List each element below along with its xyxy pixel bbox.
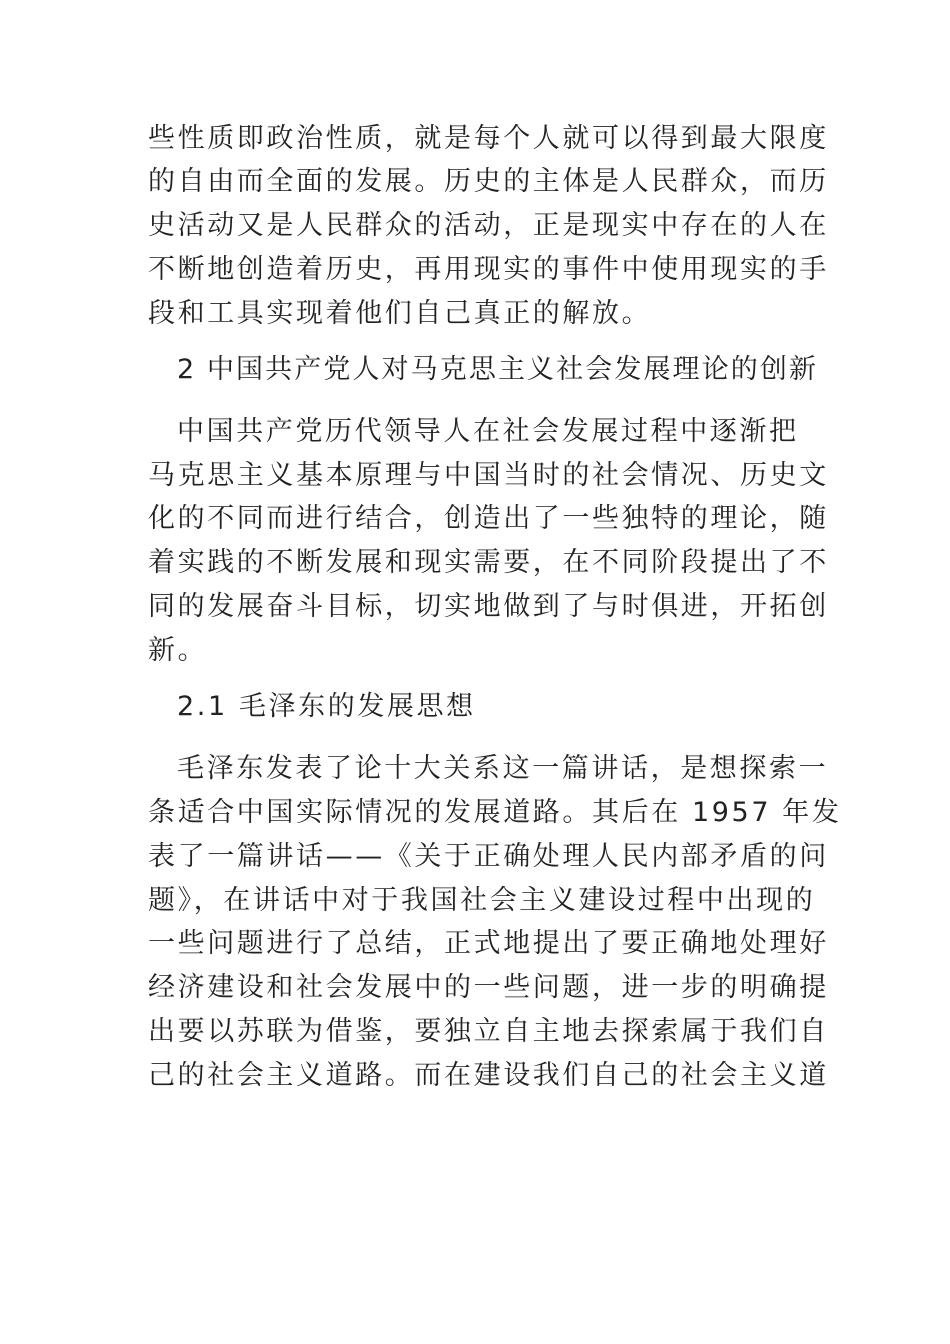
text-line: 表了一篇讲话——《关于正确处理人民内部矛盾的问 (148, 841, 829, 872)
text-line: 化的不同而进行结合，创造出了一些独特的理论，随 (148, 503, 829, 534)
text-line: 些性质即政治性质，就是每个人就可以得到最大限度 (148, 123, 829, 154)
text-line: 的自由而全面的发展。历史的主体是人民群众，而历 (148, 166, 829, 197)
text-line: 题》，在讲话中对于我国社会主义建设过程中出现的 (148, 885, 816, 916)
text-line: 史活动又是人民群众的活动，正是现实中存在的人在 (148, 210, 829, 241)
text-line: 经济建设和社会发展中的一些问题，进一步的明确提 (148, 972, 829, 1003)
text-line: 出要以苏联为借鉴，要独立自主地去探索属于我们自 (148, 1016, 829, 1047)
text-line: 同的发展奋斗目标，切实地做到了与时俱进，开拓创 (148, 591, 829, 622)
text-line: 中国共产党历代领导人在社会发展过程中逐渐把 (177, 416, 799, 447)
text-line: 毛泽东发表了论十大关系这一篇讲话，是想探索一 (177, 753, 829, 784)
text-line: 己的社会主义道路。而在建设我们自己的社会主义道 (148, 1060, 829, 1091)
text-line: 不断地创造着历史，再用现实的事件中使用现实的手 (148, 254, 829, 285)
text-line: 条适合中国实际情况的发展道路。其后在 1957 年发 (148, 797, 842, 828)
text-line: 着实践的不断发展和现实需要，在不同阶段提出了不 (148, 547, 829, 578)
text-line: 马克思主义基本原理与中国当时的社会情况、历史文 (148, 460, 829, 491)
text-line: 一些问题进行了总结，正式地提出了要正确地处理好 (148, 928, 829, 959)
subsection-heading: 2.1 毛泽东的发展思想 (177, 691, 476, 722)
text-line: 段和工具实现着他们自己真正的解放。 (148, 298, 652, 329)
text-line: 新。 (148, 635, 208, 666)
section-heading: 2 中国共产党人对马克思主义社会发展理论的创新 (177, 354, 819, 385)
